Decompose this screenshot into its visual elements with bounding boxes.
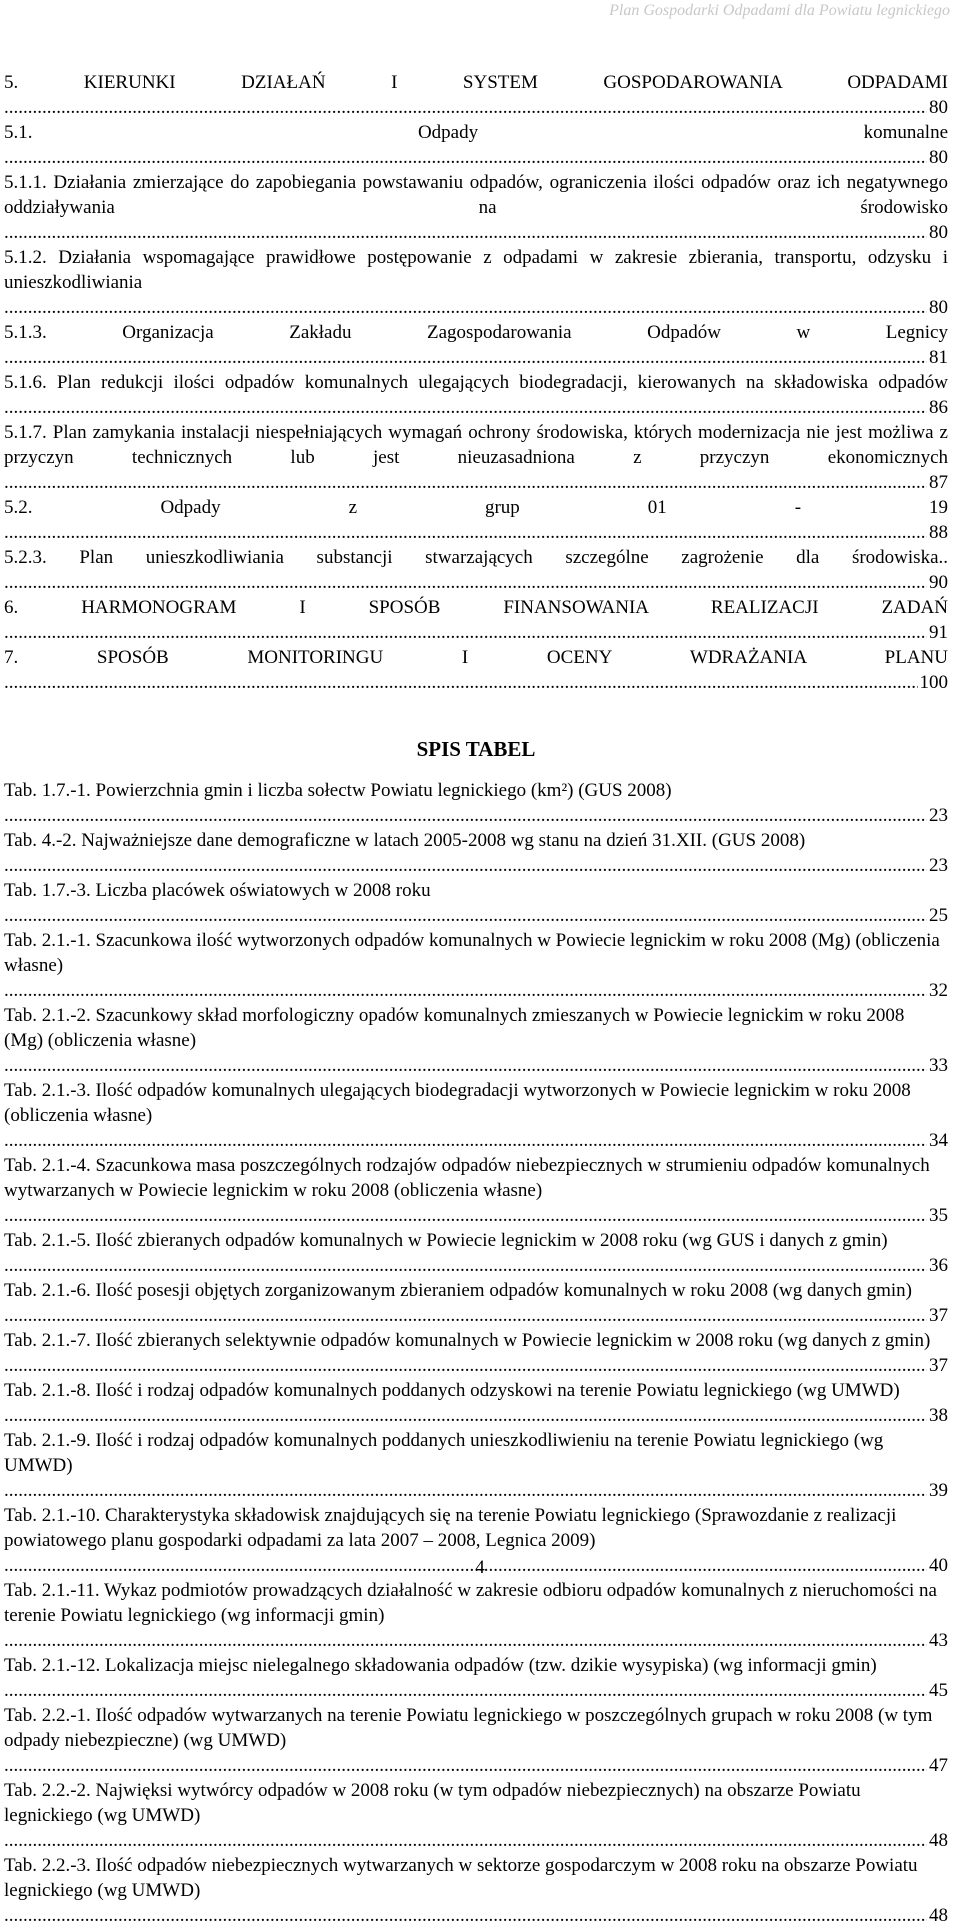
table-list-entry-title: Tab. 2.1.-9. Ilość i rodzaj odpadów komunalnych poddanych unieszkodliwieniu na terenie Powiatu legnickiego (wg UMWD) ..... bbox=[4, 1430, 948, 1501]
toc-entry[interactable] bbox=[4, 645, 948, 695]
table-list-entry-page: 48 bbox=[929, 1905, 948, 1926]
table-list-entry-page: 43 bbox=[929, 1630, 948, 1651]
table-list-entry-page: 40 bbox=[929, 1555, 948, 1576]
toc-entry[interactable] bbox=[4, 595, 948, 645]
table-list-entry-page: 48 bbox=[929, 1830, 948, 1851]
table-list-entry[interactable] bbox=[4, 1778, 948, 1853]
table-list-entry-title: Tab. 2.1.-1. Szacunkowa ilość wytworzonych odpadów komunalnych w Powiecie legnickim w roku 2008 (Mg) (obliczenia własne) ..... bbox=[4, 930, 948, 1001]
table-of-contents bbox=[4, 70, 948, 1928]
table-list-entry-title: Tab. 2.1.-7. Ilość zbieranych selektywnie odpadów komunalnych w Powiecie legnickim w 2008 roku (wg danych z gmin) ..... bbox=[4, 1330, 948, 1376]
table-list-entry-title: Tab. 2.1.-3. Ilość odpadów komunalnych ulegających biodegradacji wytworzonych w Powiecie legnickim w roku 2008 (obliczenia własne) ..... bbox=[4, 1080, 948, 1151]
toc-entry-title: 5.1.6. Plan redukcji ilości odpadów komunalnych ulegających biodegradacji, kierowanych na składowiska odpadów ..... bbox=[4, 372, 948, 418]
toc-entry[interactable] bbox=[4, 170, 948, 245]
table-list-entry[interactable] bbox=[4, 1078, 948, 1153]
toc-entry[interactable] bbox=[4, 70, 948, 120]
table-list-entry-title: Tab. 2.2.-2. Najwięksi wytwórcy odpadów w 2008 roku (w tym odpadów niebezpiecznych) na obszarze Powiatu legnickiego (wg UMWD) ..... bbox=[4, 1780, 948, 1851]
table-list-entry-page: 47 bbox=[929, 1755, 948, 1776]
table-list-entry-title: Tab. 2.1.-2. Szacunkowy skład morfologiczny opadów komunalnych zmieszanych w Powiecie legnickim w roku 2008 (Mg) (obliczenia własne) ..... bbox=[4, 1005, 948, 1076]
toc-entry[interactable] bbox=[4, 420, 948, 495]
table-list-entry-page: 38 bbox=[929, 1405, 948, 1426]
table-list-entry-title: Tab. 2.1.-4. Szacunkowa masa poszczególnych rodzajów odpadów niebezpiecznych w strumieniu odpadów komunalnych wytwarzanych w Powiecie legnickim w roku 2008 (obliczenia własne) ..... bbox=[4, 1155, 948, 1226]
toc-entry-title: 5.1.3. Organizacja Zakładu Zagospodarowania Odpadów w Legnicy ..... bbox=[4, 322, 948, 368]
table-list-entry-page: 33 bbox=[929, 1055, 948, 1076]
table-list-entry[interactable] bbox=[4, 1378, 948, 1428]
table-list-entry-title: Tab. 2.1.-6. Ilość posesji objętych zorganizowanym zbieraniem odpadów komunalnych w roku 2008 (wg danych gmin) ..... bbox=[4, 1280, 948, 1326]
running-header: Plan Gospodarki Odpadami dla Powiatu legnickiego bbox=[609, 2, 950, 19]
toc-entry-page: 80 bbox=[929, 147, 948, 168]
table-list-entry-page: 23 bbox=[929, 805, 948, 826]
toc-list bbox=[4, 70, 948, 695]
table-list-entry-title: Tab. 2.1.-11. Wykaz podmiotów prowadzących działalność w zakresie odbioru odpadów komunalnych z nieruchomości na terenie Powiatu legnickiego (wg informacji gmin) ..... bbox=[4, 1580, 948, 1651]
toc-entry[interactable] bbox=[4, 320, 948, 370]
table-list-entry-page: 45 bbox=[929, 1680, 948, 1701]
table-list-entry[interactable] bbox=[4, 928, 948, 1003]
table-list-entry-title: Tab. 2.1.-12. Lokalizacja miejsc nielegalnego składowania odpadów (tzw. dzikie wysypiska) (wg informacji gmin) ..... bbox=[4, 1655, 948, 1701]
table-list-entry-title: Tab. 2.1.-8. Ilość i rodzaj odpadów komunalnych poddanych odzyskowi na terenie Powiatu legnickiego (wg UMWD) ..... bbox=[4, 1380, 948, 1426]
toc-entry-title: 5. KIERUNKI DZIAŁAŃ I SYSTEM GOSPODAROWANIA ODPADAMI ..... bbox=[4, 72, 948, 118]
table-list-entry-page: 34 bbox=[929, 1130, 948, 1151]
table-list-entry-title: Tab. 2.1.-10. Charakterystyka składowisk znajdujących się na terenie Powiatu legnickiego (Sprawozdanie z realizacji powiatowego planu gospodarki odpadami za lata 2007 – 2008, Legnica 2009) ..... bbox=[4, 1505, 948, 1576]
toc-entry[interactable] bbox=[4, 120, 948, 170]
toc-entry-title: 5.1.1. Działania zmierzające do zapobiegania powstawaniu odpadów, ograniczenia ilości odpadów oraz ich negatywnego oddziaływania na środowisko ..... bbox=[4, 172, 948, 243]
table-list-entry[interactable] bbox=[4, 1228, 948, 1278]
toc-entry-page: 100 bbox=[919, 672, 948, 693]
table-list-entry[interactable] bbox=[4, 1853, 948, 1928]
toc-entry-page: 80 bbox=[929, 297, 948, 318]
table-list-entry[interactable] bbox=[4, 1328, 948, 1378]
toc-entry-title: 7. SPOSÓB MONITORINGU I OCENY WDRAŻANIA PLANU ..... bbox=[4, 647, 948, 693]
table-list-entry-title: Tab. 2.1.-5. Ilość zbieranych odpadów komunalnych w Powiecie legnickim w 2008 roku (wg GUS i danych z gmin) ..... bbox=[4, 1230, 948, 1276]
tables-list bbox=[4, 778, 948, 1928]
table-list-entry-title: Tab. 1.7.-1. Powierzchnia gmin i liczba sołectw Powiatu legnickiego (km²) (GUS 2008) ..... bbox=[4, 780, 948, 826]
table-list-entry-page: 37 bbox=[929, 1305, 948, 1326]
toc-entry-title: 6. HARMONOGRAM I SPOSÓB FINANSOWANIA REALIZACJI ZADAŃ ..... bbox=[4, 597, 948, 643]
table-list-entry-title: Tab. 4.-2. Najważniejsze dane demograficzne w latach 2005-2008 wg stanu na dzień 31.XII. (GUS 2008) ..... bbox=[4, 830, 948, 876]
toc-entry[interactable] bbox=[4, 370, 948, 420]
toc-entry[interactable] bbox=[4, 495, 948, 545]
toc-entry-page: 91 bbox=[929, 622, 948, 643]
table-list-entry[interactable] bbox=[4, 1653, 948, 1703]
toc-entry-page: 80 bbox=[929, 97, 948, 118]
table-list-entry-page: 36 bbox=[929, 1255, 948, 1276]
toc-entry-page: 80 bbox=[929, 222, 948, 243]
toc-entry-page: 88 bbox=[929, 522, 948, 543]
table-list-entry[interactable] bbox=[4, 1703, 948, 1778]
toc-entry-page: 87 bbox=[929, 472, 948, 493]
table-list-entry[interactable] bbox=[4, 778, 948, 828]
table-list-entry[interactable] bbox=[4, 1153, 948, 1228]
table-list-entry-page: 25 bbox=[929, 905, 948, 926]
table-list-entry-page: 32 bbox=[929, 980, 948, 1001]
toc-entry-page: 90 bbox=[929, 572, 948, 593]
table-list-entry-title: Tab. 2.2.-3. Ilość odpadów niebezpiecznych wytwarzanych w sektorze gospodarczym w 2008 roku na obszarze Powiatu legnickiego (wg UMWD) ..... bbox=[4, 1855, 948, 1926]
table-list-entry[interactable] bbox=[4, 1003, 948, 1078]
table-list-entry-page: 35 bbox=[929, 1205, 948, 1226]
toc-entry-title: 5.2. Odpady z grup 01 - 19 ..... bbox=[4, 497, 948, 543]
table-list-entry[interactable] bbox=[4, 1428, 948, 1503]
table-list-entry-page: 39 bbox=[929, 1480, 948, 1501]
toc-entry-title: 5.1. Odpady komunalne ..... bbox=[4, 122, 948, 168]
table-list-entry[interactable] bbox=[4, 1578, 948, 1653]
toc-entry-title: 5.1.7. Plan zamykania instalacji niespełniających wymagań ochrony środowiska, których modernizacja nie jest możliwa z przyczyn technicznych lub jest nieuzasadniona z przyczyn ekonomicznych ..... bbox=[4, 422, 948, 493]
tables-heading: SPIS TABEL bbox=[416, 737, 536, 761]
page-number: 4 bbox=[475, 1557, 485, 1578]
table-list-entry[interactable] bbox=[4, 828, 948, 878]
toc-entry-page: 81 bbox=[929, 347, 948, 368]
toc-entry-page: 86 bbox=[929, 397, 948, 418]
table-list-entry-title: Tab. 2.2.-1. Ilość odpadów wytwarzanych na terenie Powiatu legnickiego w poszczególnych grupach w roku 2008 (w tym odpady niebezpieczne) (wg UMWD) ..... bbox=[4, 1705, 948, 1776]
table-list-entry[interactable] bbox=[4, 1278, 948, 1328]
table-list-entry[interactable] bbox=[4, 878, 948, 928]
toc-entry-title: 5.1.2. Działania wspomagające prawidłowe postępowanie z odpadami w zakresie zbierania, transportu, odzysku i unieszkodliwiania ..... bbox=[4, 247, 948, 318]
toc-entry[interactable] bbox=[4, 245, 948, 320]
table-list-entry-page: 23 bbox=[929, 855, 948, 876]
table-list-entry-page: 37 bbox=[929, 1355, 948, 1376]
toc-entry[interactable] bbox=[4, 545, 948, 595]
table-list-entry-title: Tab. 1.7.-3. Liczba placówek oświatowych w 2008 roku ..... bbox=[4, 880, 948, 926]
toc-entry-title: 5.2.3. Plan unieszkodliwiania substancji stwarzających szczególne zagrożenie dla środowiska.. ..... bbox=[4, 547, 948, 593]
